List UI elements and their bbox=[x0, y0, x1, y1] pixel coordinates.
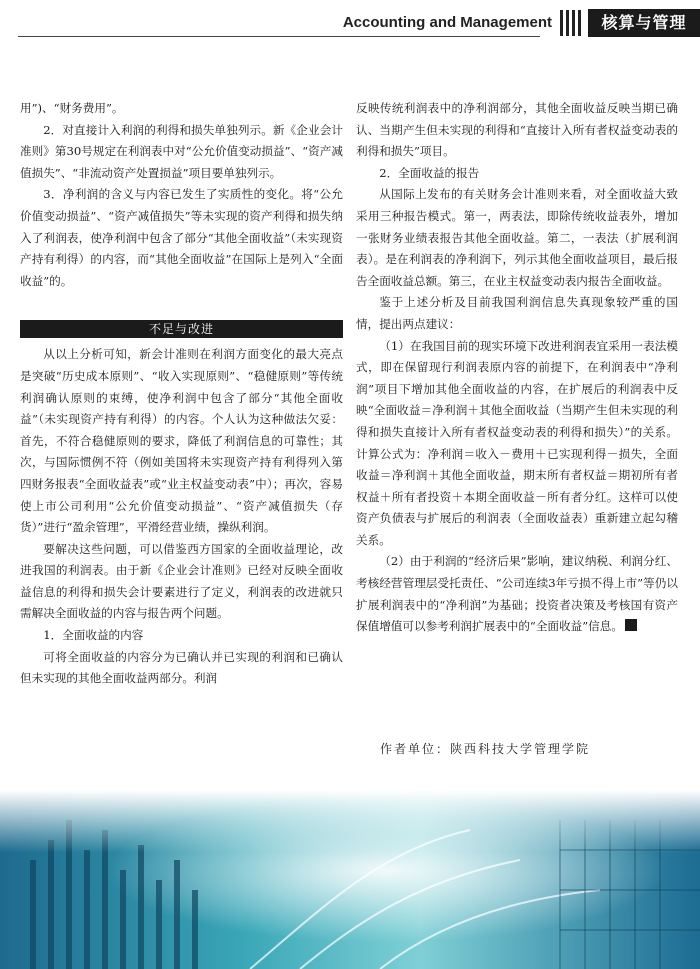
section-title: 不足与改进 bbox=[20, 320, 343, 338]
paragraph bbox=[356, 551, 678, 637]
paragraph: 鉴于上述分析及目前我国利润信息失真现象较严重的国情，提出两点建议： bbox=[356, 295, 678, 331]
header-title-en: Accounting and Management bbox=[342, 14, 552, 31]
end-square-icon bbox=[625, 619, 637, 631]
page-header bbox=[0, 0, 700, 48]
paragraph: 反映传统利润表中的净利润部分，其他全面收益反映当期已确认、当期产生但未实现的利得和“直接计入所有者权益变动表的利得和损失”项目。 bbox=[356, 101, 678, 159]
paragraph-text: （2）由于利润的“经济后果”影响，建议纳税、利润分红、考核经营管理层受托责任、“公司连续3年亏损不得上市”等仍以扩展利润表中的“净利润”为基础；投资者决策及考核国有资产保值增值可以参考利润扩展表中的“全面收益”信息。 bbox=[356, 554, 678, 634]
right-column bbox=[356, 98, 678, 638]
paragraph: 从国际上发布的有关财务会计准则来看，对全面收益大致采用三种报告模式。第一，两表法，即除传统收益表外，增加一张财务业绩表报告其他全面收益。第二，一表法（扩展利润表）。是在利润表的净利润下，列示其他全面收益项目，最后报告全面收益总额。第三，在业主权益变动表内报告全面收益。 bbox=[356, 187, 678, 288]
header-title-cn: 核算与管理 bbox=[588, 9, 700, 37]
paragraph: 3．净利润的含义与内容已发生了实质性的变化。将“公允价值变动损益”、“资产减值损失”等未实现的资产利得和损失纳入了利润表，使净利润中包含了部分“其他全面收益”（未实现资产持有利得）的内容，而“其他全面收益”在国际上是列入“全面收益”的。 bbox=[20, 187, 343, 288]
spacer bbox=[20, 292, 343, 314]
paragraph: 2．对直接计入利润的利得和损失单独列示。新《企业会计准则》第30号规定在利润表中对“公允价值变动损益”、“资产减值损失”、“非流动资产处置损益”项目要单独列示。 bbox=[20, 122, 343, 180]
left-column bbox=[20, 98, 343, 690]
subheading: 1．全面收益的内容 bbox=[43, 628, 144, 643]
paragraph: （1）在我国目前的现实环境下改进利润表宜采用一表法模式，即在保留现行利润表原内容的前提下，在利润表中“净利润”项目下增加其他全面收益的内容，在扩展后的利润表中反映“全面收益＝净利润＋其他全面收益（当期产生但未实现的利得和损失直接计入所有者权益变动表的利得和损失）”的关系。计算公式为：净利润＝收入－费用＋已实现利得－损失，全面收益＝净利润＋其他全面收益，期末所有者权益＝期初所有者权益＋所有者投资＋本期全面收益－所有者分红。这样可以使资产负债表与扩展后的利润表（全面收益表）重新建立起勾稽关系。 bbox=[356, 338, 678, 547]
paragraph: 要解决这些问题，可以借鉴西方国家的全面收益理论，改进我国的利润表。由于新《企业会计准则》已经对反映全面收益信息的利得和损失会计要素进行了定义，利润表的改进就只需解决全面收益的内容与报告两个问题。 bbox=[20, 541, 343, 621]
author-affiliation: 作者单位：陕西科技大学管理学院 bbox=[380, 742, 591, 756]
paragraph: 可将全面收益的内容分为已确认并已实现的利润和已确认但未实现的其他全面收益两部分。利润 bbox=[20, 649, 343, 686]
header-rule bbox=[18, 36, 540, 37]
decorative-art-icon bbox=[0, 790, 700, 969]
header-bars-icon bbox=[560, 10, 586, 36]
subheading: 2．全面收益的报告 bbox=[379, 165, 480, 180]
paragraph: 用”)、“财务费用”。 bbox=[20, 101, 124, 115]
paragraph: 从以上分析可知，新会计准则在利润方面变化的最大亮点是突破“历史成本原则”、“收入实现原则”、“稳健原则”等传统利润确认原则的束缚，使净利润中包含了部分“其他全面收益”（未实现资产持有利得）的内容。个人认为这种做法欠妥：首先，不符合稳健原则的要求，降低了利润信息的可靠性；其次，与国际惯例不符（例如美国将未实现资产持有利得列入第四财务报表“全面收益表”或“业主权益变动表”中）；再次，容易使上市公司利用“公允价值变动损益”、“资产减值损失（存货）”进行“盈余管理”，平滑经营业绩，操纵利润。 bbox=[20, 347, 343, 535]
